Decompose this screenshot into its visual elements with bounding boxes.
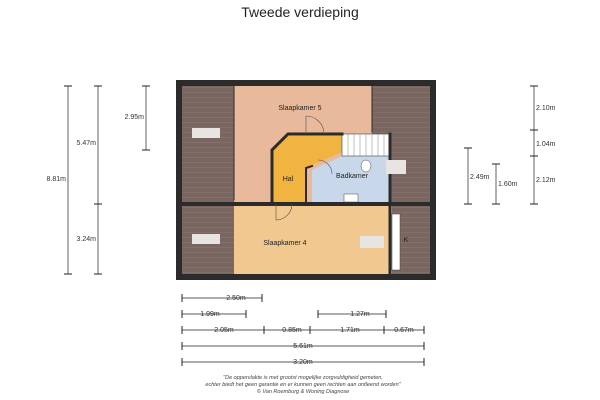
sink [344,194,358,202]
dim-bottom-row3-a: 2.05m [214,327,234,334]
toilet [361,160,371,172]
room-label-slaapkamer4: Slaapkamer 4 [263,240,307,247]
dim-right-lower: 2.12m [536,177,556,184]
dim-right-bath-outer: 2.49m [470,174,490,181]
dim-bottom-row4: 5.61m [293,343,313,350]
dim-bottom-row3-c: 1.71m [340,327,360,334]
dim-left-inner: 2.95m [124,114,144,121]
disclaimer-line3: © Van Roemburg & Woning Diagnose [256,389,350,395]
dim-bottom-row3-b: 0.85m [282,327,302,334]
roof-left-top [182,86,234,202]
dim-bottom-row2-b: 1.27m [350,311,370,318]
room-label-k: K [403,237,409,244]
dim-right-bath-inner: 1.60m [498,181,518,188]
room-label-badkamer: Badkamer [336,173,368,180]
dim-bottom-row3-d: 0.67m [394,327,414,334]
dim-bottom-row5: 3.20m [293,359,313,366]
window-top-right [386,160,406,174]
dim-left-lower: 3.24m [76,236,96,243]
window-bottom-left [192,234,220,244]
dim-bottom-row1-a: 2.50m [226,295,246,302]
disclaimer-line2: echter biedt het geen garantie en er kunnen geen rechten aan ontleend worden" [205,382,401,388]
dim-bottom-row2-a: 1.99m [200,311,220,318]
disclaimer-line1: "De oppervlakte is met grootst mogelijke zorgvuldigheid gemeten, [223,375,383,381]
dim-left-upper: 5.47m [76,140,96,147]
window-top-left [192,128,220,138]
room-label-hal: Hal [282,176,294,183]
room-label-slaapkamer5: Slaapkamer 5 [278,105,322,112]
dim-right-top: 2.10m [536,105,556,112]
shower-tray [392,214,400,270]
plan-title: Tweede verdieping [241,4,359,20]
window-bottom-right [360,236,384,248]
dim-left-total: 8.81m [46,176,66,183]
dim-right-mid: 1.04m [536,141,556,148]
